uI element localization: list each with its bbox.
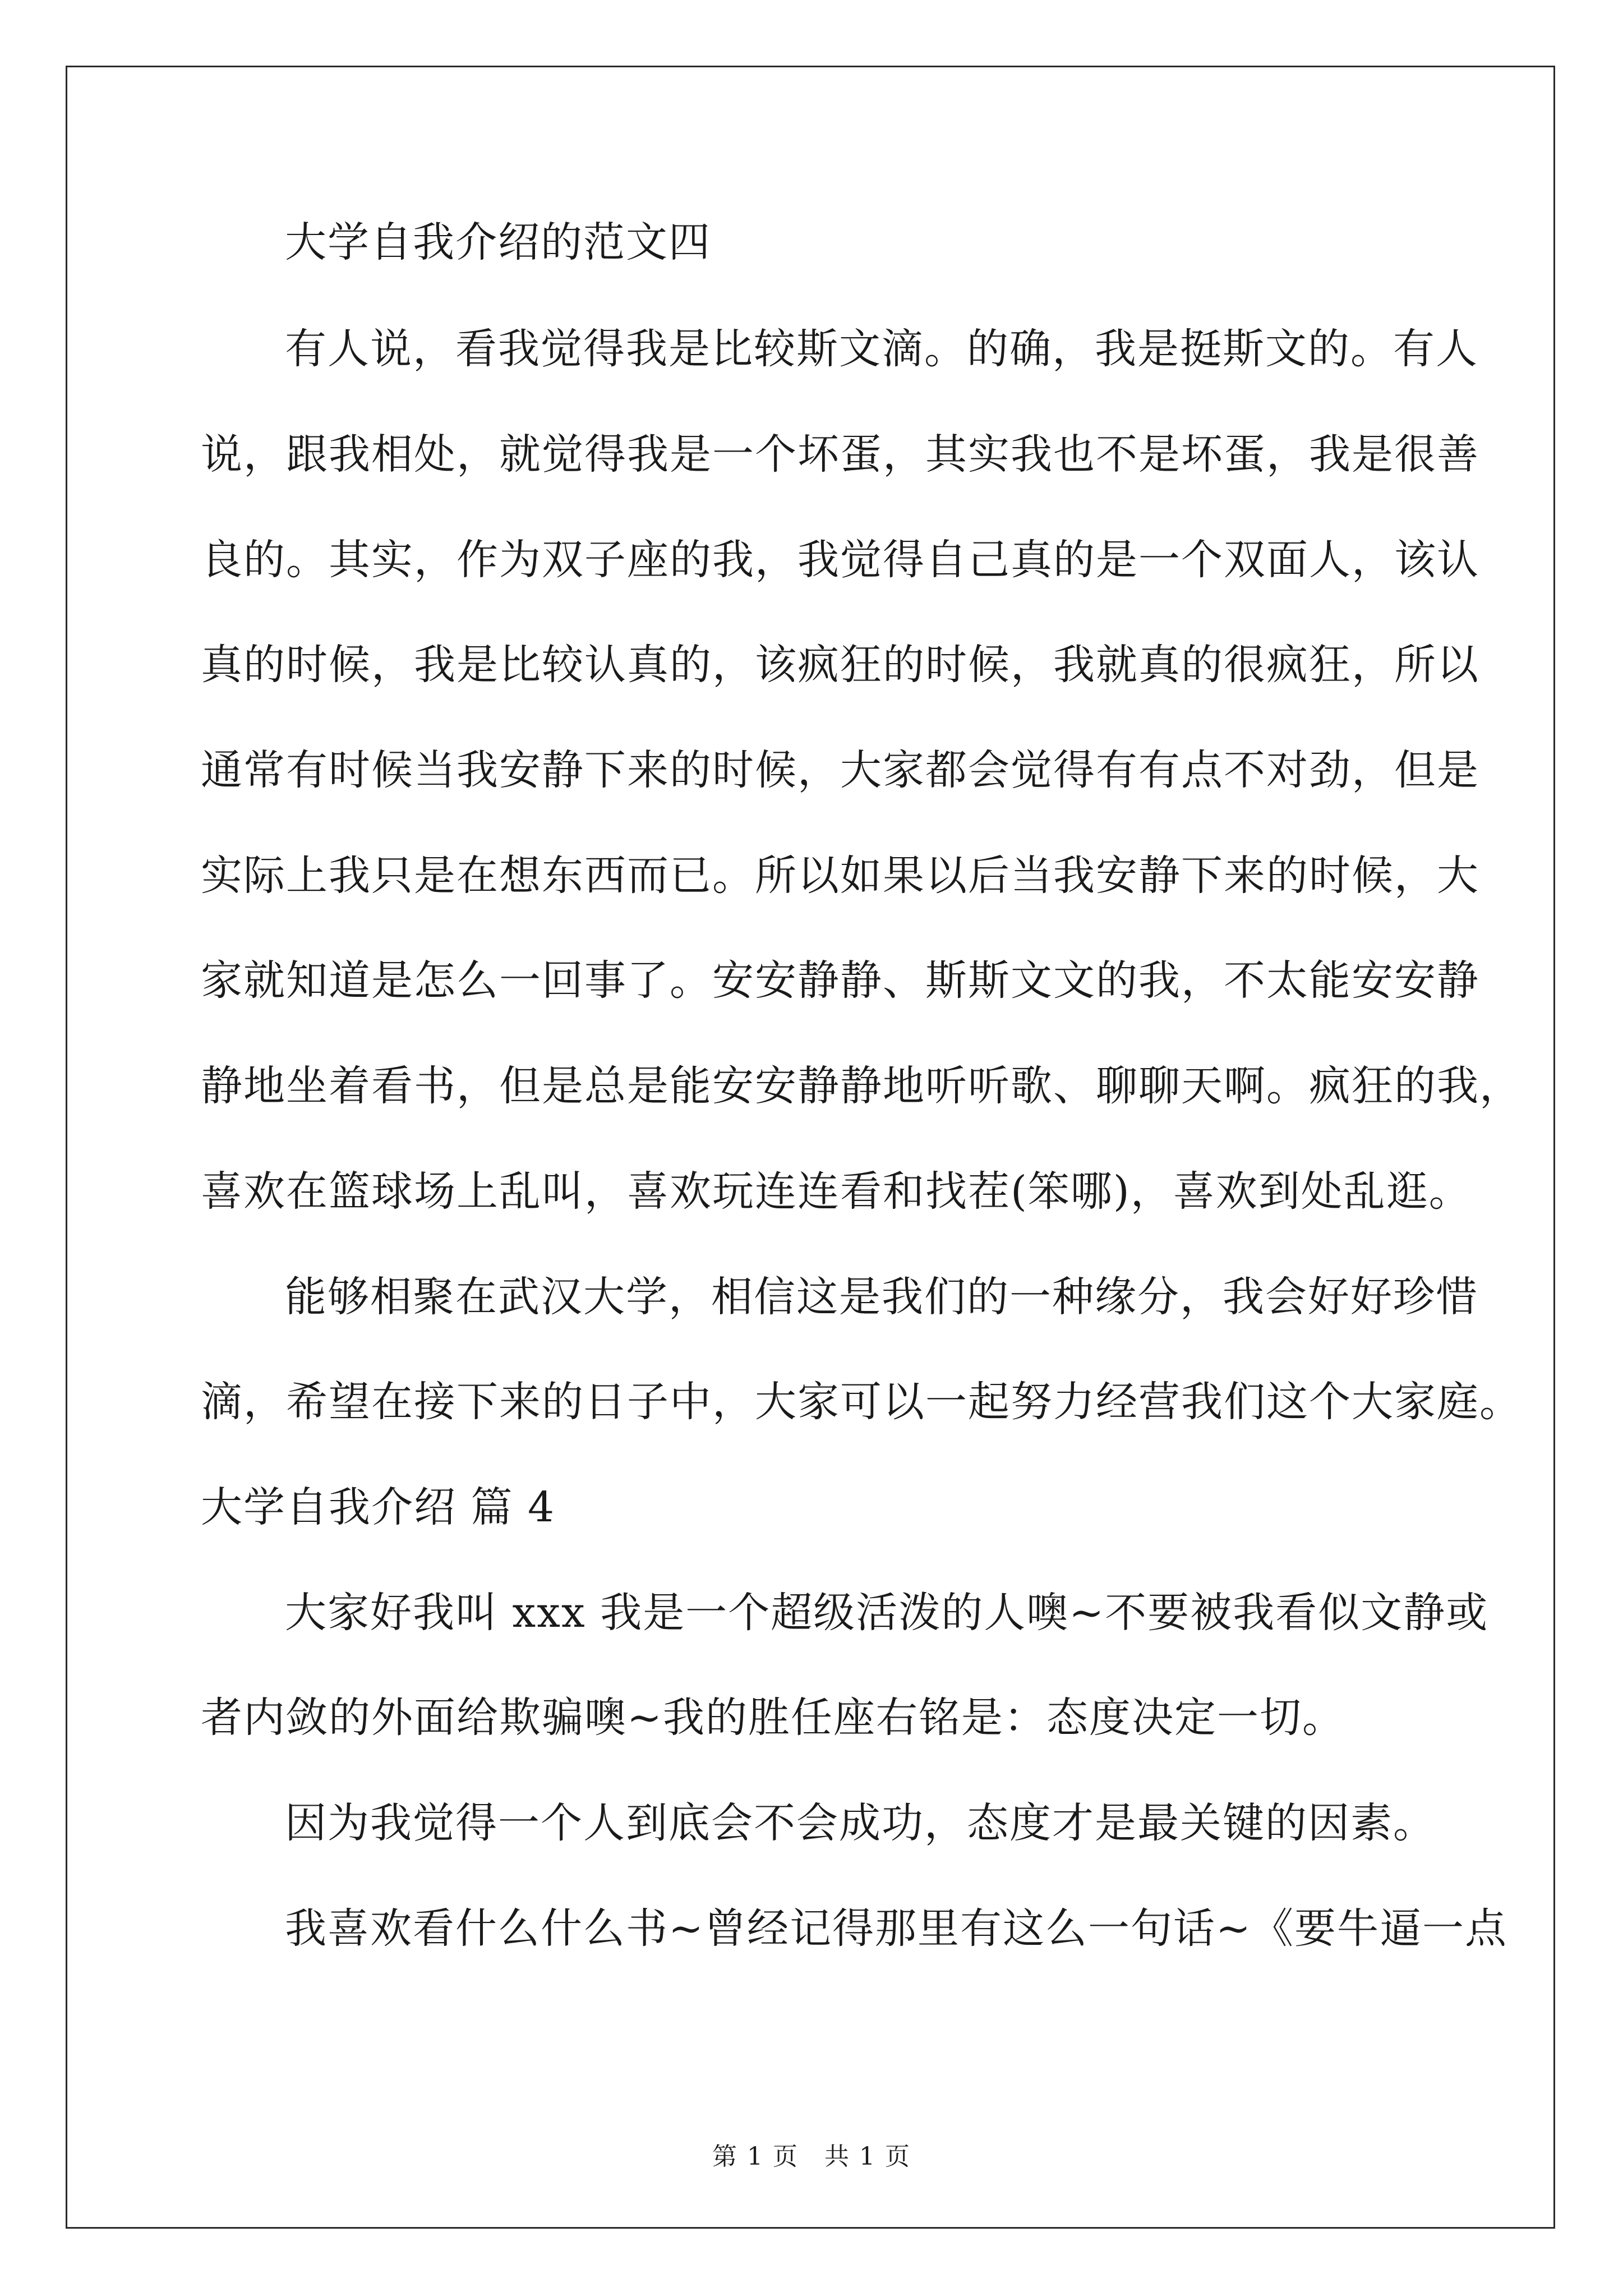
- paragraph-line: 真的时候，我是比较认真的，该疯狂的时候，我就真的很疯狂，所以: [201, 641, 1479, 689]
- paragraph-line: 者内敛的外面给欺骗噢~我的胜任座右铭是：态度决定一切。: [201, 1694, 1345, 1742]
- paragraph-line: 有人说，看我觉得我是比较斯文滴。的确，我是挺斯文的。有人: [285, 325, 1478, 373]
- paragraph-line: 喜欢在篮球场上乱叫，喜欢玩连连看和找茬(笨哪)，喜欢到处乱逛。: [201, 1167, 1472, 1216]
- paragraph-line: 实际上我只是在想东西而已。所以如果以后当我安静下来的时候，大: [201, 852, 1479, 900]
- paragraph-line: 能够相聚在武汉大学，相信这是我们的一种缘分，我会好好珍惜: [285, 1273, 1478, 1321]
- section-heading: 大学自我介绍的范文四: [285, 218, 711, 266]
- paragraph-line: 滴，希望在接下来的日子中，大家可以一起努力经营我们这个大家庭。: [201, 1378, 1522, 1426]
- page-number-footer: 第 1 页 共 1 页: [712, 2142, 911, 2171]
- paragraph-line: 家就知道是怎么一回事了。安安静静、斯斯文文的我，不太能安安静: [201, 956, 1479, 1005]
- paragraph-line: 说，跟我相处，就觉得我是一个坏蛋，其实我也不是坏蛋，我是很善: [201, 430, 1479, 478]
- paragraph-line: 静地坐着看书，但是总是能安安静静地听听歌、聊聊天啊。疯狂的我，: [201, 1062, 1522, 1110]
- paragraph-line: 良的。其实，作为双子座的我，我觉得自己真的是一个双面人，该认: [201, 536, 1479, 584]
- section-heading: 大学自我介绍 篇 4: [201, 1483, 556, 1531]
- paragraph-line: 大家好我叫 xxx 我是一个超级活泼的人噢~不要被我看似文静或: [285, 1589, 1489, 1637]
- paragraph-line: 因为我觉得一个人到底会不会成功，态度才是最关键的因素。: [285, 1799, 1436, 1847]
- paragraph-line: 通常有时候当我安静下来的时候，大家都会觉得有有点不对劲，但是: [201, 746, 1479, 794]
- paragraph-line: 我喜欢看什么什么书~曾经记得那里有这么一句话~《要牛逼一点: [285, 1904, 1508, 1953]
